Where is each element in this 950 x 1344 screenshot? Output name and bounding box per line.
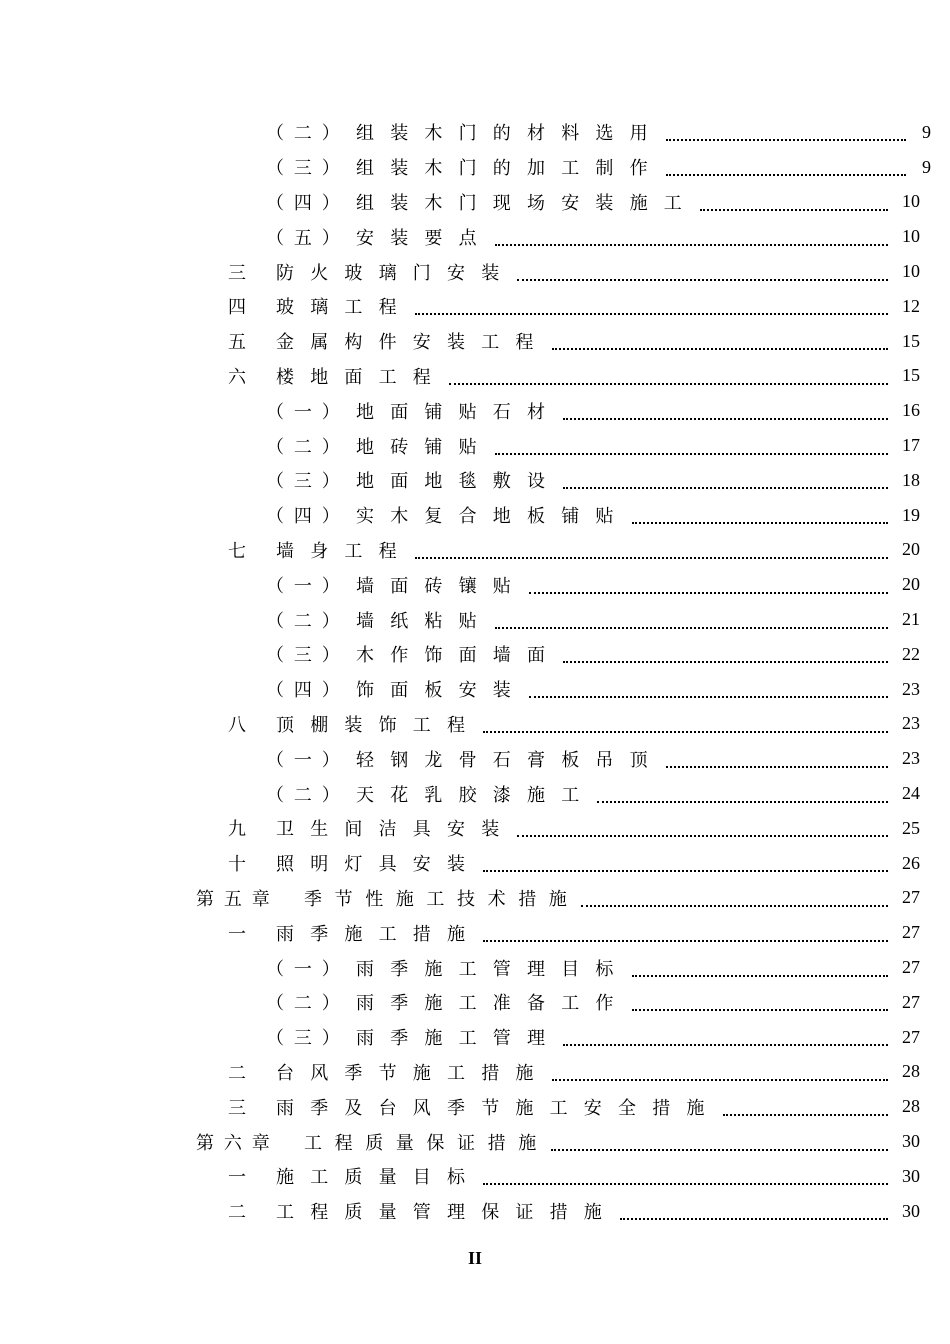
dot-leader <box>563 469 888 489</box>
toc-entry-title: 组装木门的加工制作 <box>356 158 664 180</box>
toc-entry-page: 15 <box>902 365 920 386</box>
toc-entry[interactable] <box>0 150 950 185</box>
toc-entry-title: 墙面砖镶贴 <box>356 575 527 597</box>
dot-leader <box>449 365 888 385</box>
toc-entry-page: 16 <box>902 400 920 421</box>
toc-entry-number: （一） <box>266 749 350 771</box>
toc-entry[interactable] <box>0 776 950 811</box>
dot-leader <box>529 678 888 698</box>
dot-leader <box>632 957 888 977</box>
table-of-contents <box>0 115 950 1229</box>
toc-entry-page: 22 <box>902 643 920 664</box>
toc-entry-title: 照明灯具安装 <box>276 854 482 876</box>
toc-entry-title: 玻璃工程 <box>276 297 413 319</box>
toc-entry-number: 九 <box>228 819 256 841</box>
toc-entry[interactable] <box>0 324 950 359</box>
toc-entry-number: 八 <box>228 714 256 736</box>
toc-entry-page: 27 <box>902 922 920 943</box>
toc-entry-page: 20 <box>902 539 920 560</box>
toc-entry-number: 第五章 <box>196 888 280 910</box>
dot-leader <box>632 504 888 524</box>
toc-entry-page: 26 <box>902 852 920 873</box>
toc-entry-number: 六 <box>228 366 256 388</box>
toc-entry-title: 雨季施工措施 <box>276 923 482 945</box>
toc-entry-page: 12 <box>902 295 920 316</box>
toc-entry[interactable] <box>0 1124 950 1159</box>
toc-entry-title: 地砖铺贴 <box>356 436 493 458</box>
dot-leader <box>483 713 888 733</box>
dot-leader <box>632 991 888 1011</box>
toc-entry-page: 10 <box>902 191 920 212</box>
toc-entry-title: 天花乳胶漆施工 <box>356 784 596 806</box>
dot-leader <box>563 643 888 663</box>
toc-entry-page: 19 <box>902 504 920 525</box>
toc-entry-title: 雨季施工管理 <box>356 1028 562 1050</box>
toc-entry-number: 七 <box>228 540 256 562</box>
toc-entry-title: 台风季节施工措施 <box>276 1062 550 1084</box>
toc-entry-number: 二 <box>228 1062 256 1084</box>
toc-entry-page: 27 <box>902 1026 920 1047</box>
toc-entry-page: 20 <box>902 574 920 595</box>
toc-entry-title: 雨季施工准备工作 <box>356 993 630 1015</box>
toc-entry[interactable] <box>0 185 950 220</box>
toc-entry-number: 三 <box>228 262 256 284</box>
toc-entry[interactable] <box>0 811 950 846</box>
toc-entry-number: （三） <box>266 1028 350 1050</box>
toc-entry[interactable] <box>0 672 950 707</box>
dot-leader <box>723 1096 888 1116</box>
toc-entry-page: 10 <box>902 261 920 282</box>
toc-entry-page: 27 <box>902 887 920 908</box>
toc-entry-title: 实木复合地板铺贴 <box>356 506 630 528</box>
toc-entry-number: （二） <box>266 610 350 632</box>
dot-leader <box>552 330 888 350</box>
toc-entry[interactable] <box>0 1089 950 1124</box>
toc-entry[interactable] <box>0 1055 950 1090</box>
toc-entry-page: 23 <box>902 678 920 699</box>
toc-entry[interactable] <box>0 1194 950 1229</box>
toc-entry-title: 地面地毯敷设 <box>356 471 562 493</box>
toc-entry[interactable] <box>0 254 950 289</box>
dot-leader <box>563 400 888 420</box>
toc-entry[interactable] <box>0 289 950 324</box>
toc-entry-number: （四） <box>266 506 350 528</box>
toc-entry-page: 18 <box>902 469 920 490</box>
toc-entry-number: （五） <box>266 227 350 249</box>
toc-entry-number: （二） <box>266 784 350 806</box>
dot-leader <box>666 121 906 141</box>
dot-leader <box>563 1026 888 1046</box>
toc-entry-title: 饰面板安装 <box>356 680 527 702</box>
toc-entry-title: 季节性施工技术措施 <box>304 888 580 910</box>
toc-entry-page: 30 <box>902 1165 920 1186</box>
dot-leader <box>551 1131 888 1151</box>
dot-leader <box>495 226 888 246</box>
toc-entry-page: 10 <box>902 226 920 247</box>
toc-entry-number: （二） <box>266 436 350 458</box>
toc-entry[interactable] <box>0 567 950 602</box>
toc-entry[interactable] <box>0 602 950 637</box>
toc-entry[interactable] <box>0 393 950 428</box>
toc-entry-title: 卫生间洁具安装 <box>276 819 516 841</box>
toc-entry[interactable] <box>0 985 950 1020</box>
toc-entry[interactable] <box>0 637 950 672</box>
toc-entry-page: 30 <box>902 1200 920 1221</box>
toc-entry-number: （三） <box>266 471 350 493</box>
toc-entry-page: 30 <box>902 1131 920 1151</box>
dot-leader <box>495 609 888 629</box>
toc-entry-number: （二） <box>266 993 350 1015</box>
toc-entry-number: （四） <box>266 680 350 702</box>
dot-leader <box>552 1061 888 1081</box>
toc-entry-page: 21 <box>902 609 920 630</box>
toc-entry-title: 木作饰面墙面 <box>356 645 562 667</box>
toc-entry[interactable] <box>0 707 950 742</box>
dot-leader <box>700 191 888 211</box>
toc-entry-page: 9 <box>922 156 931 177</box>
toc-entry-page: 28 <box>902 1061 920 1082</box>
dot-leader <box>517 261 888 281</box>
toc-entry-number: 十 <box>228 854 256 876</box>
toc-entry-page: 28 <box>902 1096 920 1117</box>
toc-entry-number: 二 <box>228 1202 256 1224</box>
toc-entry-title: 墙身工程 <box>276 540 413 562</box>
dot-leader <box>415 295 888 315</box>
dot-leader <box>483 1165 888 1185</box>
toc-entry[interactable] <box>0 741 950 776</box>
toc-entry[interactable] <box>0 950 950 985</box>
toc-entry-title: 轻钢龙骨石膏板吊顶 <box>356 749 664 771</box>
toc-entry[interactable] <box>0 219 950 254</box>
page-number: II <box>467 1248 482 1268</box>
toc-entry-page: 23 <box>902 713 920 734</box>
toc-entry-number: （三） <box>266 645 350 667</box>
toc-entry-title: 防火玻璃门安装 <box>276 262 516 284</box>
toc-entry-title: 雨季及台风季节施工安全措施 <box>276 1097 721 1119</box>
toc-entry[interactable] <box>0 359 950 394</box>
toc-entry-number: 五 <box>228 332 256 354</box>
toc-entry[interactable] <box>0 1020 950 1055</box>
toc-entry-title: 顶棚装饰工程 <box>276 714 482 736</box>
toc-entry[interactable] <box>0 1159 950 1194</box>
toc-entry-number: （一） <box>266 958 350 980</box>
toc-entry[interactable] <box>0 533 950 568</box>
toc-entry-title: 施工质量目标 <box>276 1167 482 1189</box>
toc-entry[interactable] <box>0 915 950 950</box>
dot-leader <box>581 887 888 907</box>
toc-entry-title: 墙纸粘贴 <box>356 610 493 632</box>
dot-leader <box>483 852 888 872</box>
toc-entry-number: 三 <box>228 1097 256 1119</box>
toc-entry[interactable] <box>0 463 950 498</box>
dot-leader <box>529 574 888 594</box>
toc-entry-number: 第六章 <box>196 1132 280 1154</box>
toc-entry-number: （一） <box>266 575 350 597</box>
toc-entry-page: 24 <box>902 783 920 804</box>
toc-entry-title: 工程质量保证措施 <box>304 1132 549 1154</box>
toc-entry-number: （一） <box>266 401 350 423</box>
toc-entry-page: 23 <box>902 748 920 769</box>
toc-entry-page: 25 <box>902 817 920 838</box>
toc-entry-page: 27 <box>902 957 920 978</box>
toc-entry[interactable] <box>0 115 950 150</box>
toc-entry-title: 地面铺贴石材 <box>356 401 562 423</box>
toc-entry[interactable] <box>0 846 950 881</box>
dot-leader <box>620 1200 888 1220</box>
toc-entry[interactable] <box>0 881 950 916</box>
dot-leader <box>495 435 888 455</box>
dot-leader <box>666 156 906 176</box>
dot-leader <box>415 539 888 559</box>
toc-entry-page: 9 <box>922 121 931 142</box>
toc-entry-title: 工程质量管理保证措施 <box>276 1202 618 1224</box>
toc-entry-number: （二） <box>266 123 350 145</box>
dot-leader <box>483 922 888 942</box>
toc-entry-number: 四 <box>228 297 256 319</box>
toc-entry[interactable] <box>0 428 950 463</box>
dot-leader <box>597 783 888 803</box>
dot-leader <box>666 748 888 768</box>
toc-entry-number: （四） <box>266 192 350 214</box>
toc-entry-page: 15 <box>902 330 920 351</box>
toc-entry-page: 27 <box>902 991 920 1012</box>
toc-entry[interactable] <box>0 498 950 533</box>
toc-entry-title: 楼地面工程 <box>276 366 447 388</box>
toc-entry-title: 组装木门的材料选用 <box>356 123 664 145</box>
toc-entry-number: 一 <box>228 923 256 945</box>
toc-entry-number: 一 <box>228 1167 256 1189</box>
toc-entry-number: （三） <box>266 158 350 180</box>
toc-entry-title: 组装木门现场安装施工 <box>356 192 698 214</box>
toc-entry-title: 雨季施工管理目标 <box>356 958 630 980</box>
toc-entry-title: 安装要点 <box>356 227 493 249</box>
dot-leader <box>517 817 888 837</box>
toc-entry-page: 17 <box>902 435 920 456</box>
toc-entry-title: 金属构件安装工程 <box>276 332 550 354</box>
